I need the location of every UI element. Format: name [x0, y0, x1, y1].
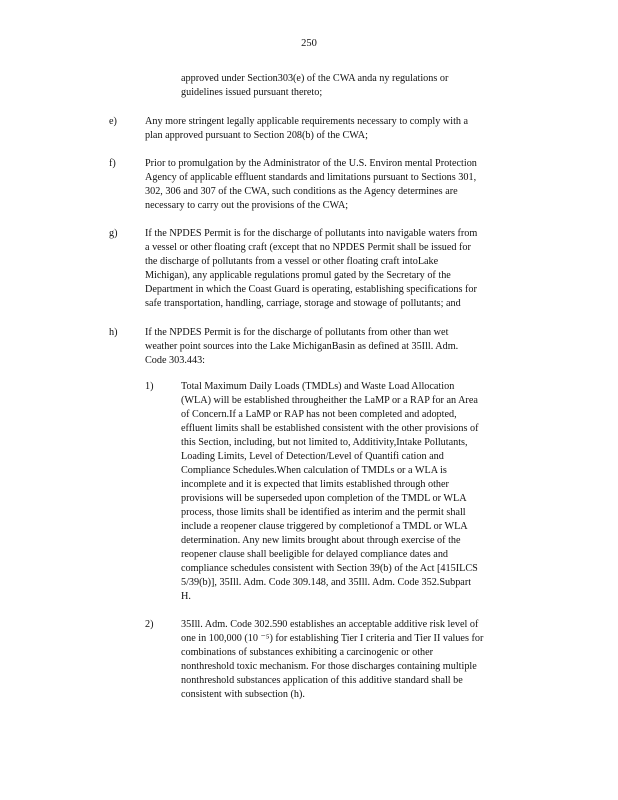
subitem-1-label: 1) — [145, 381, 154, 392]
item-h-line-1: If the NPDES Permit is for the discharge of pollutants from other than wet — [145, 327, 449, 338]
item-g-line-2: a vessel or other floating craft (except that no NPDES Permit shall be issued for — [145, 242, 471, 253]
item-h-label: h) — [109, 327, 118, 338]
item-g-line-4: Michigan), any applicable regulations promul gated by the Secretary of the — [145, 270, 451, 281]
subitem-1-line-13: reopener clause shall beeligible for delayed compliance dates and — [181, 549, 449, 560]
subitem-1-line-12: determination. Any new limits brought about through exercise of the — [181, 535, 461, 546]
item-g-line-1: If the NPDES Permit is for the discharge of pollutants into navigable waters from — [145, 228, 478, 239]
subitem-2-line-3: combinations of substances exhibiting a carcinogenic or other — [181, 647, 434, 658]
subitem-2-label: 2) — [145, 619, 154, 630]
item-e-label: e) — [109, 116, 117, 127]
item-f-line-3: 302, 306 and 307 of the CWA, such conditions as the Agency determines are — [145, 186, 458, 197]
subitem-2-line-1: 35Ill. Adm. Code 302.590 establishes an acceptable additive risk level of — [181, 619, 479, 630]
item-g-label: g) — [109, 228, 118, 239]
item-g-line-5: Department in which the Coast Guard is operating, establishing specifications for — [145, 284, 477, 295]
subitem-1-line-6: Loading Limits, Level of Detection/Level of Quantifi cation and — [181, 451, 444, 462]
subitem-1-line-1: Total Maximum Daily Loads (TMDLs) and Waste Load Allocation — [181, 381, 455, 392]
subitem-2-line-5: nonthreshold substances application of this additive standard shall be — [181, 675, 463, 686]
subitem-1-line-3: of Concern.If a LaMP or RAP has not been completed and adopted, — [181, 409, 457, 420]
subitem-1-line-15: 5/39(b)], 35Ill. Adm. Code 309.148, and 35Ill. Adm. Code 352.Subpart — [181, 577, 472, 588]
item-g-line-3: the discharge of pollutants from a vessel or other floating craft intoLake — [145, 256, 439, 267]
subitem-1-line-2: (WLA) will be established througheither the LaMP or a RAP for an Area — [181, 395, 478, 406]
subitem-2-line-6: consistent with subsection (h). — [181, 689, 305, 700]
subitem-1-line-7: Compliance Schedules.When calculation of TMDLs or a WLA is — [181, 465, 447, 476]
item-h-line-2: weather point sources into the Lake MichiganBasin as defined at 35Ill. Adm. — [145, 341, 459, 352]
item-g-line-6: safe transportation, handling, carriage, storage and stowage of pollutants; and — [145, 298, 461, 309]
intro-line-2: guidelines issued pursuant thereto; — [181, 87, 323, 98]
subitem-1-line-11: include a reopener clause triggered by completionof a TMDL or WLA — [181, 521, 468, 532]
subitem-1-line-16: H. — [181, 591, 191, 602]
subitem-1-line-8: incomplete and it is expected that limits established through other — [181, 479, 449, 490]
subitem-1-line-5: this Section, including, but not limited to, Additivity,Intake Pollutants, — [181, 437, 468, 448]
item-f-label: f) — [109, 158, 116, 169]
item-f-line-4: necessary to carry out the provisions of the CWA; — [145, 200, 349, 211]
item-e-line-2: plan approved pursuant to Section 208(b) of the CWA; — [145, 130, 368, 141]
item-f-line-2: Agency of applicable effluent standards and limitations pursuant to Sections 301, — [145, 172, 477, 183]
intro-line-1: approved under Section303(e) of the CWA anda ny regulations or — [181, 73, 449, 84]
item-h-line-3: Code 303.443: — [145, 355, 205, 366]
subitem-2-line-4: nonthreshold toxic mechanism. For those discharges containing multiple — [181, 661, 477, 672]
subitem-2-line-2: one in 100,000 (10 ⁻⁵) for establishing Tier I criteria and Tier II values for — [181, 633, 484, 644]
subitem-1-line-4: effluent limits shall be established consistent with the other provisions of — [181, 423, 479, 434]
subitem-1-line-9: provisions will be superseded upon completion of the TMDL or WLA — [181, 493, 467, 504]
page-number: 250 — [301, 38, 317, 49]
item-e-line-1: Any more stringent legally applicable requirements necessary to comply with a — [145, 116, 469, 127]
subitem-1-line-14: compliance schedules consistent with Section 39(b) of the Act [415ILCS — [181, 563, 478, 574]
subitem-1-line-10: process, those limits shall be identified as interim and the permit shall — [181, 507, 466, 518]
item-f-line-1: Prior to promulgation by the Administrator of the U.S. Environ mental Protection — [145, 158, 477, 169]
